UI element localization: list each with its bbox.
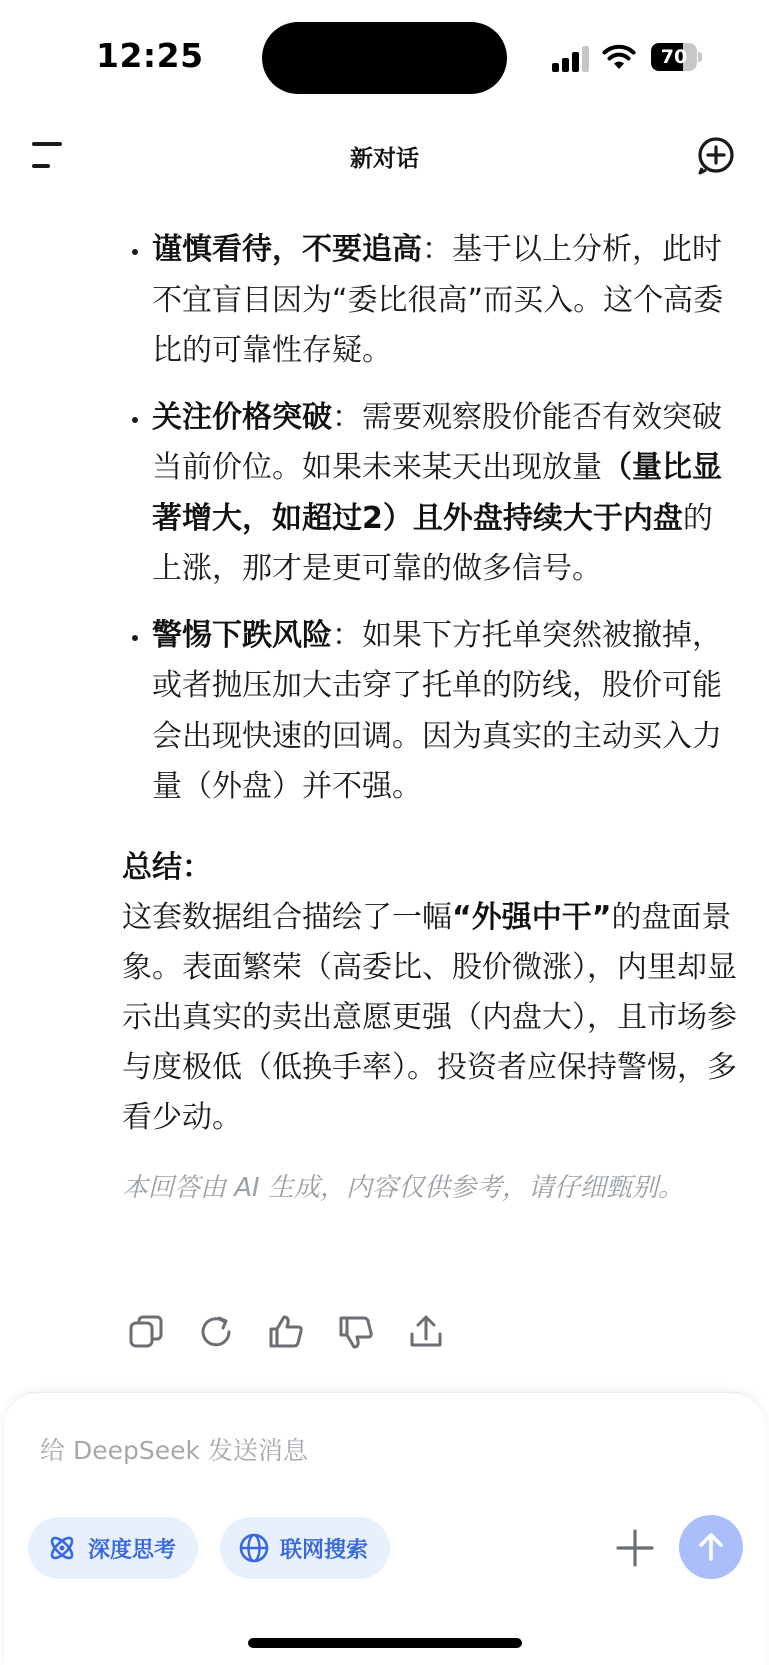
arrow-up-icon bbox=[694, 1530, 728, 1564]
deep-think-button[interactable] bbox=[28, 1517, 198, 1579]
page-title: 新对话 bbox=[350, 146, 419, 172]
home-indicator bbox=[248, 1638, 522, 1648]
composer bbox=[4, 1392, 765, 1665]
bullet-text: ：如果下方托单突然被撤掉，或者抛压加大击穿了托单的防线，股价可能会出现快速的回调。因为真实的主动买入力量（外盘）并不强。 bbox=[152, 617, 722, 804]
list-item bbox=[124, 225, 724, 377]
advice-list bbox=[124, 225, 724, 813]
bullet-title: 关注价格突破 bbox=[152, 399, 332, 435]
new-chat-icon[interactable] bbox=[696, 135, 736, 175]
list-item bbox=[124, 393, 724, 595]
status-time: 12:25 bbox=[96, 36, 204, 75]
cellular-signal-icon bbox=[552, 46, 590, 72]
send-button[interactable] bbox=[679, 1515, 743, 1579]
bullet-text: ：需要观察股价能否有效突破当前价位。如果未来某天出现放量 bbox=[152, 399, 722, 485]
summary-emphasis: “外强中干” bbox=[452, 899, 612, 935]
summary bbox=[122, 843, 742, 1143]
nav-bar bbox=[0, 120, 769, 190]
message-input[interactable]: 给 DeepSeek 发送消息 bbox=[40, 1436, 308, 1465]
thumbs-down-icon[interactable] bbox=[336, 1312, 376, 1352]
copy-icon[interactable] bbox=[126, 1312, 166, 1352]
wifi-icon bbox=[601, 42, 637, 72]
ai-disclaimer: 本回答由 AI 生成，内容仅供参考，请仔细甄别。 bbox=[122, 1172, 684, 1203]
bullet-title: 谨慎看待，不要追高 bbox=[152, 232, 422, 267]
atom-icon bbox=[46, 1532, 78, 1564]
summary-text-part: 这套数据组合描绘了一幅 bbox=[122, 899, 452, 935]
share-icon[interactable] bbox=[406, 1312, 446, 1352]
bullet-text: ：基于以上分析，此时不宜盲目因为“委比很高”而买入。这个高委比的可靠性存疑。 bbox=[152, 232, 724, 368]
summary-text bbox=[122, 893, 742, 1143]
bullet-title: 警惕下跌风险 bbox=[152, 617, 332, 653]
summary-heading: 总结： bbox=[122, 849, 212, 885]
regenerate-icon[interactable] bbox=[196, 1312, 236, 1352]
globe-icon bbox=[238, 1532, 270, 1564]
message-actions bbox=[126, 1312, 446, 1354]
battery-icon bbox=[651, 43, 701, 71]
battery-percent: 70 bbox=[660, 46, 688, 68]
status-bar bbox=[0, 0, 769, 110]
plus-icon[interactable] bbox=[614, 1527, 656, 1569]
web-search-button[interactable] bbox=[220, 1517, 390, 1579]
bullet-text: 的上涨，那才是更可靠的做多信号。 bbox=[152, 500, 713, 586]
deep-think-label: 深度思考 bbox=[88, 1537, 177, 1563]
summary-text-part: 的盘面景象。表面繁荣（高委比、股价微涨），内里却显示出真实的卖出意愿更强（内盘大），且市场参与度极低（低换手率）。投资者应保持警惕，多看少动。 bbox=[122, 899, 737, 1135]
web-search-label: 联网搜索 bbox=[280, 1537, 369, 1563]
dynamic-island bbox=[262, 22, 507, 94]
bullet-emphasis: （量比显著增大，如超过2）且外盘持续大于内盘 bbox=[152, 450, 722, 536]
thumbs-up-icon[interactable] bbox=[266, 1312, 306, 1352]
list-item bbox=[124, 611, 724, 813]
assistant-message bbox=[0, 225, 769, 1204]
